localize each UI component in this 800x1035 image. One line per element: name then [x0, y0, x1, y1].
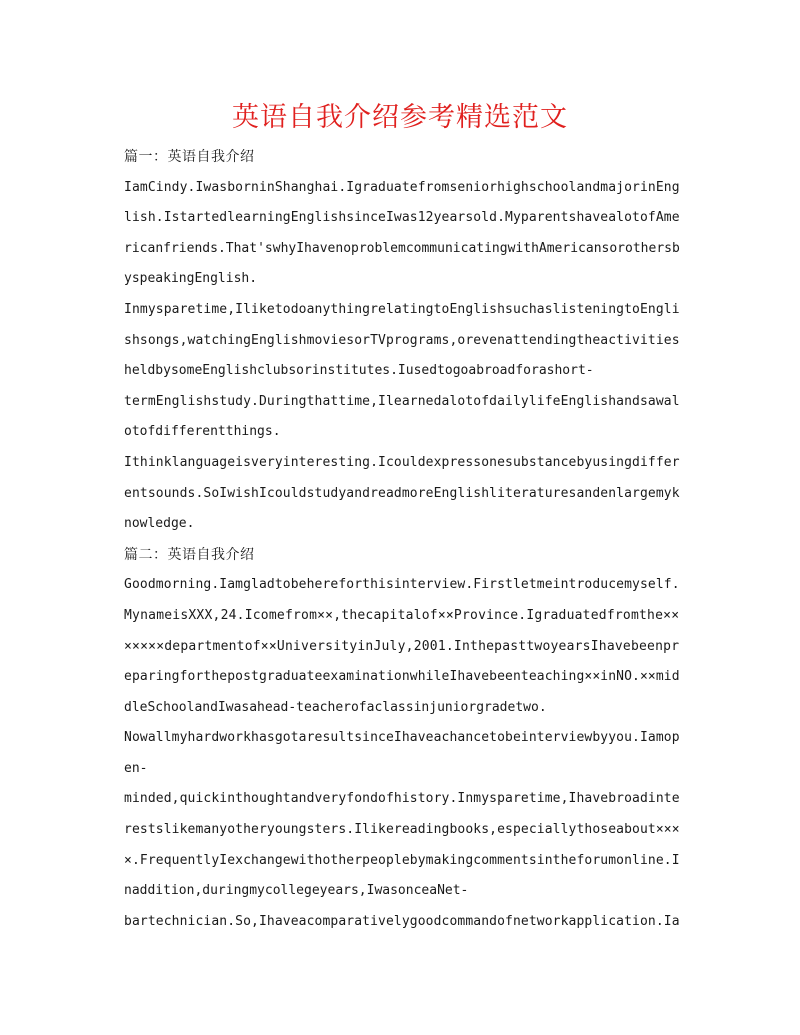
section-heading: 篇二：英语自我介绍	[124, 546, 255, 563]
body-text-line: dleSchoolandIwasahead-teacherofaclassinjuniorgradetwo.	[124, 699, 547, 715]
body-text-line: e n t s o u n d s . S o I w i s h I c o u l d s t u d y a n d r e a d m o r e E n g l i s h l i t e r a t u r e s a n d e n l a r g e m y k	[124, 485, 680, 501]
body-text-line: G o o d m o r n i n g . I a m g l a d t o b e h e r e f o r t h i s i n t e r v i e w . F i r s t l e t m e i n t r o d u c e m y s e l f .	[124, 577, 680, 593]
body-text-line: b a r t e c h n i c i a n . S o , I h a v e a c o m p a r a t i v e l y g o o d c o m m a n d o f n e t w o r k a p p l i c a t i o n . I a	[124, 913, 680, 929]
body-text-line: I n m y s p a r e t i m e , I l i k e t o d o a n y t h i n g r e l a t i n g t o E n g l i s h s u c h a s l i s t e n i n g t o E n g l i	[124, 301, 680, 317]
body-text-line: × . F r e q u e n t l y I e x c h a n g e w i t h o t h e r p e o p l e b y m a k i n g c o m m e n t s i n t h e f o r u m o n l i n e . I	[124, 852, 680, 868]
body-text-line: yspeakingEnglish.	[124, 271, 258, 287]
body-text-line: r i c a n f r i e n d s . T h a t ' s w h y I h a v e n o p r o b l e m c o m m u n i c a t i n g w i t h A m e r i c a n s o r o t h e r s b	[124, 240, 680, 256]
body-text-line: nowledge.	[124, 516, 195, 532]
body-text-line: I a m C i n d y . I w a s b o r n i n S h a n g h a i . I g r a d u a t e f r o m s e n i o r h i g h s c h o o l a n d m a j o r i n E n g	[124, 179, 680, 195]
body-text-line: en-	[124, 760, 148, 776]
body-text-line: e p a r i n g f o r t h e p o s t g r a d u a t e e x a m i n a t i o n w h i l e I h a v e b e e n t e a c h i n g × × i n N O . × × m i d	[124, 669, 680, 685]
body-text-line: otofdifferentthings.	[124, 424, 281, 440]
document-body	[124, 142, 680, 937]
document-title: 英语自我介绍参考精选范文	[232, 102, 568, 133]
body-text-line: I t h i n k l a n g u a g e i s v e r y i n t e r e s t i n g . I c o u l d e x p r e s s o n e s u b s t a n c e b y u s i n g d i f f e r	[124, 454, 680, 470]
body-text-line: s h s o n g s , w a t c h i n g E n g l i s h m o v i e s o r T V p r o g r a m s , o r e v e n a t t e n d i n g t h e a c t i v i t i e s	[124, 332, 680, 348]
body-text-line: × × × × × d e p a r t m e n t o f × × U n i v e r s i t y i n J u l y , 2 0 0 1 . I n t h e p a s t t w o y e a r s I h a v e b e e n p r	[124, 638, 680, 654]
body-text-line: naddition,duringmycollegeyears,IwasonceaNet-	[124, 883, 469, 899]
section-heading: 篇一：英语自我介绍	[124, 149, 255, 165]
body-text-line: heldbysomeEnglishclubsorinstitutes.Iusedtogoabroadforashort-	[124, 363, 594, 379]
body-text-line: M y n a m e i s X X X , 2 4 . I c o m e f r o m × × , t h e c a p i t a l o f × × P r o v i n c e . I g r a d u a t e d f r o m t h e × ×	[124, 607, 680, 623]
body-text-line: l i s h . I s t a r t e d l e a r n i n g E n g l i s h s i n c e I w a s 1 2 y e a r s o l d . M y p a r e n t s h a v e a l o t o f A m e	[124, 210, 680, 226]
body-text-line: t e r m E n g l i s h s t u d y . D u r i n g t h a t t i m e , I l e a r n e d a l o t o f d a i l y l i f e E n g l i s h a n d s a w a l	[124, 393, 680, 409]
body-text-line: r e s t s l i k e m a n y o t h e r y o u n g s t e r s . I l i k e r e a d i n g b o o k s , e s p e c i a l l y t h o s e a b o u t × × ×	[124, 822, 680, 838]
body-text-line: m i n d e d , q u i c k i n t h o u g h t a n d v e r y f o n d o f h i s t o r y . I n m y s p a r e t i m e , I h a v e b r o a d i n t e	[124, 791, 680, 807]
body-text-line: N o w a l l m y h a r d w o r k h a s g o t a r e s u l t s i n c e I h a v e a c h a n c e t o b e i n t e r v i e w b y y o u . I a m o p	[124, 730, 680, 746]
